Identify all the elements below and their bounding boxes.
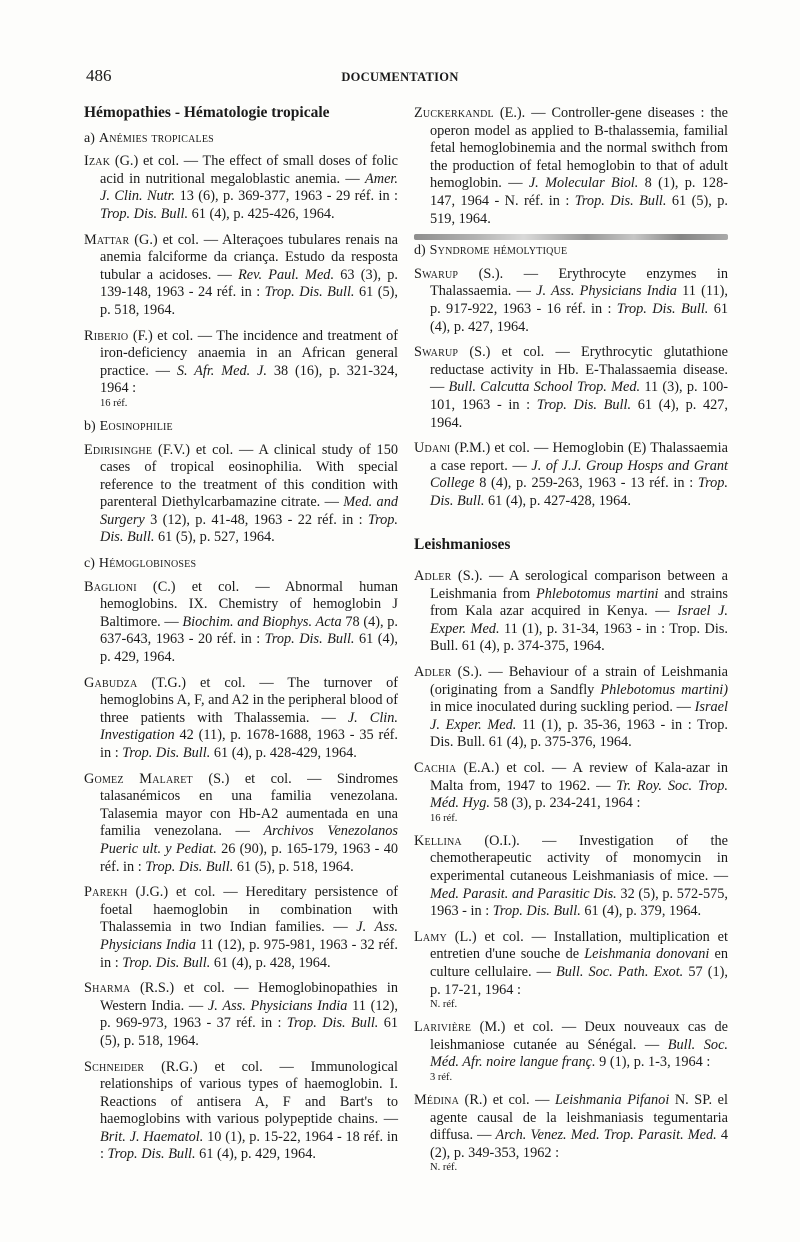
entry-author: Adler <box>414 664 452 681</box>
entry-citation: and strains from Kala azar acquired in Kenya. — <box>430 585 728 620</box>
entry-citation: 8 (1), p. 128-147, 1964 - N. réf. in : <box>430 175 728 209</box>
entry-citation: 42 (11), p. 1678-1688, 1963 - 35 réf. in : <box>100 727 398 761</box>
entry-text: (R.S.) et col. — Hemoglobinopathies in Western India. — <box>100 980 398 1014</box>
entry-source-ref: 61 (4), p. 429, 1964. <box>100 631 398 666</box>
entry-author: Parekh <box>84 884 128 901</box>
print-smudge <box>414 234 728 240</box>
entry-source-ref: 61 (4), p. 428-429, 1964. <box>210 745 357 761</box>
bibliography-entry <box>414 105 728 228</box>
entry-author: Sharma <box>84 980 131 997</box>
bibliography-entry <box>414 344 728 432</box>
page-number: 486 <box>86 66 112 85</box>
bibliography-entry <box>414 568 728 656</box>
entry-source-ref: 61 (4), p. 427-428, 1964. <box>484 492 631 509</box>
entry-author: Schneider <box>84 1058 145 1075</box>
bibliography-entry <box>414 1092 728 1174</box>
entry-author: Larivière <box>414 1019 472 1036</box>
subheading-letter: b) <box>84 418 96 434</box>
section-title-hemopathies: Hémopathies - Hématologie tropicale <box>84 104 330 121</box>
entry-text: (L.) et col. — Installation, multiplication et entretien d'une souche de <box>430 928 728 963</box>
bibliography-entry <box>84 675 398 763</box>
entry-source-ref: 61 (4), p. 379, 1964. <box>580 903 702 920</box>
entry-source: Bull. Soc. Path. Exot. <box>556 963 684 980</box>
bibliography-entry <box>84 232 398 320</box>
entry-journal: Archivos Venezolanos Pueric ult. y Pediat. <box>100 823 398 857</box>
entry-text: (E.). — Controller-gene diseases : the operon model as applied to B-thalassemia, familial fetal hemoglobinemia and the normal swithch from the production of fetal hemoglobin to that of adult hemoglobin. — <box>430 105 728 192</box>
entry-citation: 8 (4), p. 259-263, 1963 - 13 réf. in : <box>474 475 698 492</box>
entry-source-ref: 61 (4), p. 428, 1964. <box>210 954 331 971</box>
entry-citation: 78 (4), p. 637-643, 1963 - 20 réf. in : <box>100 613 398 648</box>
bibliography-entry <box>84 980 398 1050</box>
entry-text: (G.) et col. — The effect of small doses of folic acid in nutritional megaloblastic anemia. — <box>100 153 398 187</box>
subheading-c <box>84 555 398 573</box>
entry-journal: Leishmania donovani <box>584 946 710 963</box>
entry-citation: 9 (1), p. 1-3, 1964 : <box>595 1054 711 1071</box>
entry-author: Zuckerkandl <box>414 105 494 121</box>
entries-c <box>84 579 398 1164</box>
entry-text: (S.) et col. — Sindromes talasanémicos en una familia venezolana. Talasemia mayor con Hb-A2 aumentada en una familia venezolana. — <box>100 770 399 840</box>
entry-source: Trop. Dis. Bull. <box>616 300 709 317</box>
entry-journal: Med. Parasit. and Parasitic Dis. <box>430 885 617 902</box>
bibliography-entry <box>84 153 398 223</box>
entry-citation: 11 (12), p. 975-981, 1963 - 32 réf. in : <box>100 936 398 971</box>
entry-journal: J. Ass. Physicians India <box>100 919 398 953</box>
entry-text: (C.) et col. — Abnormal human hemoglobins. IX. Chemistry of hemoglobin J Baltimore. — <box>100 578 398 630</box>
entry-journal: J. Ass. Physicians India <box>536 283 677 300</box>
entry-source: Arch. Venez. Med. Trop. Parasit. Med. <box>495 1127 717 1144</box>
entries-a <box>84 153 398 410</box>
entry-author: Edirisinghe <box>84 441 153 458</box>
entry-journal: Rev. Paul. Med. <box>238 266 335 283</box>
entry-citation: 38 (16), p. 321-324, 1964 : <box>100 362 399 397</box>
entry-source: Trop. Dis. Bull. <box>574 192 667 209</box>
bibliography-entry <box>414 929 728 1011</box>
section-title-leishmanioses: Leishmanioses <box>414 536 511 554</box>
entry-source-ref: 61 (4), p. 429, 1964. <box>195 1146 316 1163</box>
entry-text: (S.). — Behaviour of a strain of Leishmania (originating from a Sandfly <box>430 664 728 698</box>
entry-source-ref: 61 (5), p. 518, 1964. <box>100 1015 399 1049</box>
entry-citation: 11 (3), p. 100-101, 1963 - in : <box>430 379 728 413</box>
entry-author: Izak <box>84 153 111 170</box>
left-column <box>84 104 398 1172</box>
entry-citation: N. SP. el agente causal de la leishmaniasis tegumentaria diffusa. — <box>430 1091 728 1144</box>
entry-citation: 11 (12), p. 969-973, 1963 - 37 réf. in : <box>100 997 398 1032</box>
subheading-a <box>84 130 398 148</box>
entry-citation: 32 (5), p. 572-575, 1963 - in : <box>430 885 728 920</box>
entry-source: Trop. Dis. Bull. <box>286 1015 379 1032</box>
bibliography-entry <box>414 266 728 336</box>
entry-author: Kellina <box>414 832 462 849</box>
bibliography-entry <box>84 771 398 877</box>
entry-citation: 26 (90), p. 165-179, 1963 - 40 réf. in : <box>100 840 398 875</box>
entry-text: (O.I.). — Investigation of the chemotherapeutic activity of monomycin in experimental cutaneous Leishmaniasis of mice. — <box>430 832 728 884</box>
entry-source-ref: 61 (4), p. 427, 1964. <box>430 300 729 335</box>
subheading-label: Syndrome hémolytique <box>429 243 568 259</box>
entry-citation: 10 (1), p. 15-22, 1964 - 18 réf. in : <box>100 1128 398 1163</box>
entry-text: (P.M.) et col. — Hemoglobin (E) Thalassaemia a case report. — <box>430 440 728 474</box>
subheading-b <box>84 418 398 436</box>
entry-citation: en culture cellulaire. — <box>430 946 729 980</box>
entry-author: Baglioni <box>84 578 137 595</box>
entry-ref-count: 16 réf. <box>100 397 128 409</box>
entry-journal: J. Ass. Physicians India <box>207 997 348 1014</box>
entry-source: Trop. Dis. Bull. <box>264 284 355 301</box>
entry-source: Israel J. Exper. Med. <box>430 699 728 733</box>
entry-journal: S. Afr. Med. J. <box>176 362 267 379</box>
entry-source: Trop. Dis. Bull. <box>492 903 581 920</box>
subheading-label: Anémies tropicales <box>98 130 214 146</box>
subheading-letter: c) <box>84 556 95 572</box>
entry-text: (F.V.) et col. — A clinical study of 150 cases of tropical eosinophilia. With special reference to the treatment of this condition with parenteral Diethylcarbamazine citrate. — <box>100 441 398 511</box>
entry-source: Trop. Dis. Bull. <box>107 1146 196 1163</box>
entry-author: Médina <box>414 1091 460 1108</box>
entry-author: Riberio <box>84 327 129 344</box>
entry-author: Swarup <box>414 265 459 282</box>
entry-ref-count: 3 réf. <box>430 1071 453 1083</box>
entry-journal: J. of J.J. Group Hosps and Grant College <box>430 457 728 492</box>
entry-ref-count: N. réf. <box>430 1162 458 1174</box>
entry-author: Mattar <box>84 231 130 248</box>
entry-author: Udani <box>414 440 451 457</box>
entry-citation: 63 (3), p. 139-148, 1963 - 24 réf. in : <box>100 266 398 301</box>
entry-ref-count: 16 réf. <box>430 812 458 824</box>
bibliography-entry <box>84 884 398 972</box>
subheading-label: Eosinophilie <box>99 418 173 434</box>
entry-text: (J.G.) et col. — Hereditary persistence of foetal haemoglobin in combination with Thalassemia in two Indian families. — <box>100 884 398 936</box>
bibliography-entry <box>414 440 728 510</box>
entry-text: (E.A.) et col. — A review of Kala-azar in Malta from, 1947 to 1962. — <box>430 760 728 794</box>
entry-source: Trop. Dis. Bull. <box>100 205 189 222</box>
entry-citation: 11 (11), p. 917-922, 1963 - 16 réf. in : <box>430 283 728 317</box>
entry-source-ref: 61 (4), p. 427, 1964. <box>430 396 728 431</box>
entry-text: (R.G.) et col. — Immunological relationships of various types of haemoglobin. I. Reactions of antisera A, F and Bart's to haemoglobins with various polypeptide chains. — <box>100 1058 398 1128</box>
entry-text: (S.) et col. — Erythrocytic glutathione reductase activity in Hb. E-Thalassaemia disease. — <box>430 344 728 396</box>
entry-source-ref: 61 (5), p. 518, 1964. <box>233 858 354 875</box>
entries-d <box>414 266 728 511</box>
entry-source-ref: 61 (4), p. 425-426, 1964. <box>188 205 335 222</box>
bibliography-entry <box>414 760 728 825</box>
entry-author: Cachia <box>414 760 457 776</box>
bibliography-entry <box>414 833 728 921</box>
right-column <box>414 105 728 1182</box>
entry-journal: Brit. J. Haematol. <box>100 1128 204 1145</box>
bibliography-entry <box>84 579 398 667</box>
entry-text: (S.). — A serological comparison between a Leishmania from <box>430 568 728 602</box>
bibliography-entry <box>84 442 398 548</box>
entry-top <box>414 105 728 228</box>
entry-text: (G.) et col. — Alteraçoes tubulares renais na anemia falciforme da criança. Estudo da resposta tubular a acidoses. — <box>100 231 398 283</box>
subheading-label: Hémoglobinoses <box>98 556 197 572</box>
entry-source-ref: 4 (2), p. 349-353, 1962 : <box>430 1127 728 1161</box>
entry-citation: 13 (6), p. 369-377, 1963 - 29 réf. in : <box>175 188 399 205</box>
entry-journal: Bull. Soc. Méd. Afr. noire langue franç. <box>430 1036 728 1071</box>
subheading-letter: d) <box>414 243 426 259</box>
entry-source: Trop. Dis. Bull. <box>100 511 398 546</box>
entry-author: Lamy <box>414 928 447 945</box>
bibliography-entry <box>414 1019 728 1084</box>
bibliography-entry <box>414 664 728 752</box>
entry-journal: Leishmania Pifanoi <box>554 1091 670 1108</box>
entry-source-ref: 61 (5), p. 518, 1964. <box>100 284 398 318</box>
entry-journal: Bull. Calcutta School Trop. Med. <box>448 379 641 396</box>
entry-journal: J. Molecular Biol. <box>528 175 639 192</box>
entry-text: (M.) et col. — Deux nouveaux cas de leishmaniose cutanée au Sénégal. — <box>430 1019 728 1053</box>
entry-source-ref: 11 (1), p. 35-36, 1963 - in : Trop. Dis. Bull. 61 (4), p. 375-376, 1964. <box>430 716 728 751</box>
entry-source: Israel J. Exper. Med. <box>430 603 728 637</box>
entry-source-ref: 61 (5), p. 519, 1964. <box>430 192 728 227</box>
entry-source-ref: 57 (1), p. 17-21, 1964 : <box>430 963 728 998</box>
entry-source: Trop. Dis. Bull. <box>122 954 211 971</box>
entry-source: Trop. Dis. Bull. <box>145 858 234 875</box>
entry-source-ref: 61 (5), p. 527, 1964. <box>154 529 275 546</box>
entry-journal: Med. and Surgery <box>100 494 399 528</box>
entry-text: (S.). — Erythrocyte enzymes in Thalassaemia. — <box>430 265 728 300</box>
entry-citation: in mice inoculated during suckling period. — <box>430 699 695 716</box>
entry-journal: Biochim. and Biophys. Acta <box>182 613 342 630</box>
entry-citation: 58 (3), p. 234-241, 1964 : <box>489 795 641 812</box>
entry-citation: 3 (12), p. 41-48, 1963 - 22 réf. in : <box>144 511 368 528</box>
entry-journal: Phlebotomus martini) <box>600 681 728 698</box>
entry-text: (T.G.) et col. — The turnover of hemoglobins A, F, and A2 in the peripheral blood of three patients with Thalassemia. — <box>100 674 398 726</box>
subheading-d <box>414 242 728 260</box>
entry-journal: Amer. J. Clin. Nutr. <box>100 170 398 205</box>
entry-author: Swarup <box>414 344 459 361</box>
entry-source: Trop. Dis. Bull. <box>264 631 355 648</box>
entry-journal: Tr. Roy. Soc. Trop. Méd. Hyg. <box>430 777 729 812</box>
entry-journal: Phlebotomus martini <box>536 585 659 602</box>
entries-b <box>84 442 398 548</box>
entry-journal: J. Clin. Investigation <box>100 709 398 744</box>
subheading-letter: a) <box>84 130 95 146</box>
entry-ref-count: N. réf. <box>430 999 458 1011</box>
entry-text: (F.) et col. — The incidence and treatment of iron-deficiency anaemia in an African general practice. — <box>100 327 398 379</box>
entry-author: Gomez Malaret <box>84 770 193 787</box>
running-head: DOCUMENTATION <box>341 70 459 84</box>
bibliography-entry <box>84 328 398 410</box>
entry-author: Adler <box>414 568 452 585</box>
entry-source: Trop. Dis. Bull. <box>122 745 211 761</box>
entry-source-ref: 11 (1), p. 31-34, 1963 - in : Trop. Dis. Bull. 61 (4), p. 374-375, 1964. <box>430 620 728 655</box>
entry-source: Trop. Dis. Bull. <box>536 396 632 413</box>
bibliography-entry <box>84 1059 398 1165</box>
entries-leishmanioses <box>414 568 728 1174</box>
entry-text: (R.) et col. — <box>459 1091 555 1108</box>
entry-source: Trop. Dis. Bull. <box>430 475 728 509</box>
entry-author: Gabudza <box>84 674 138 691</box>
